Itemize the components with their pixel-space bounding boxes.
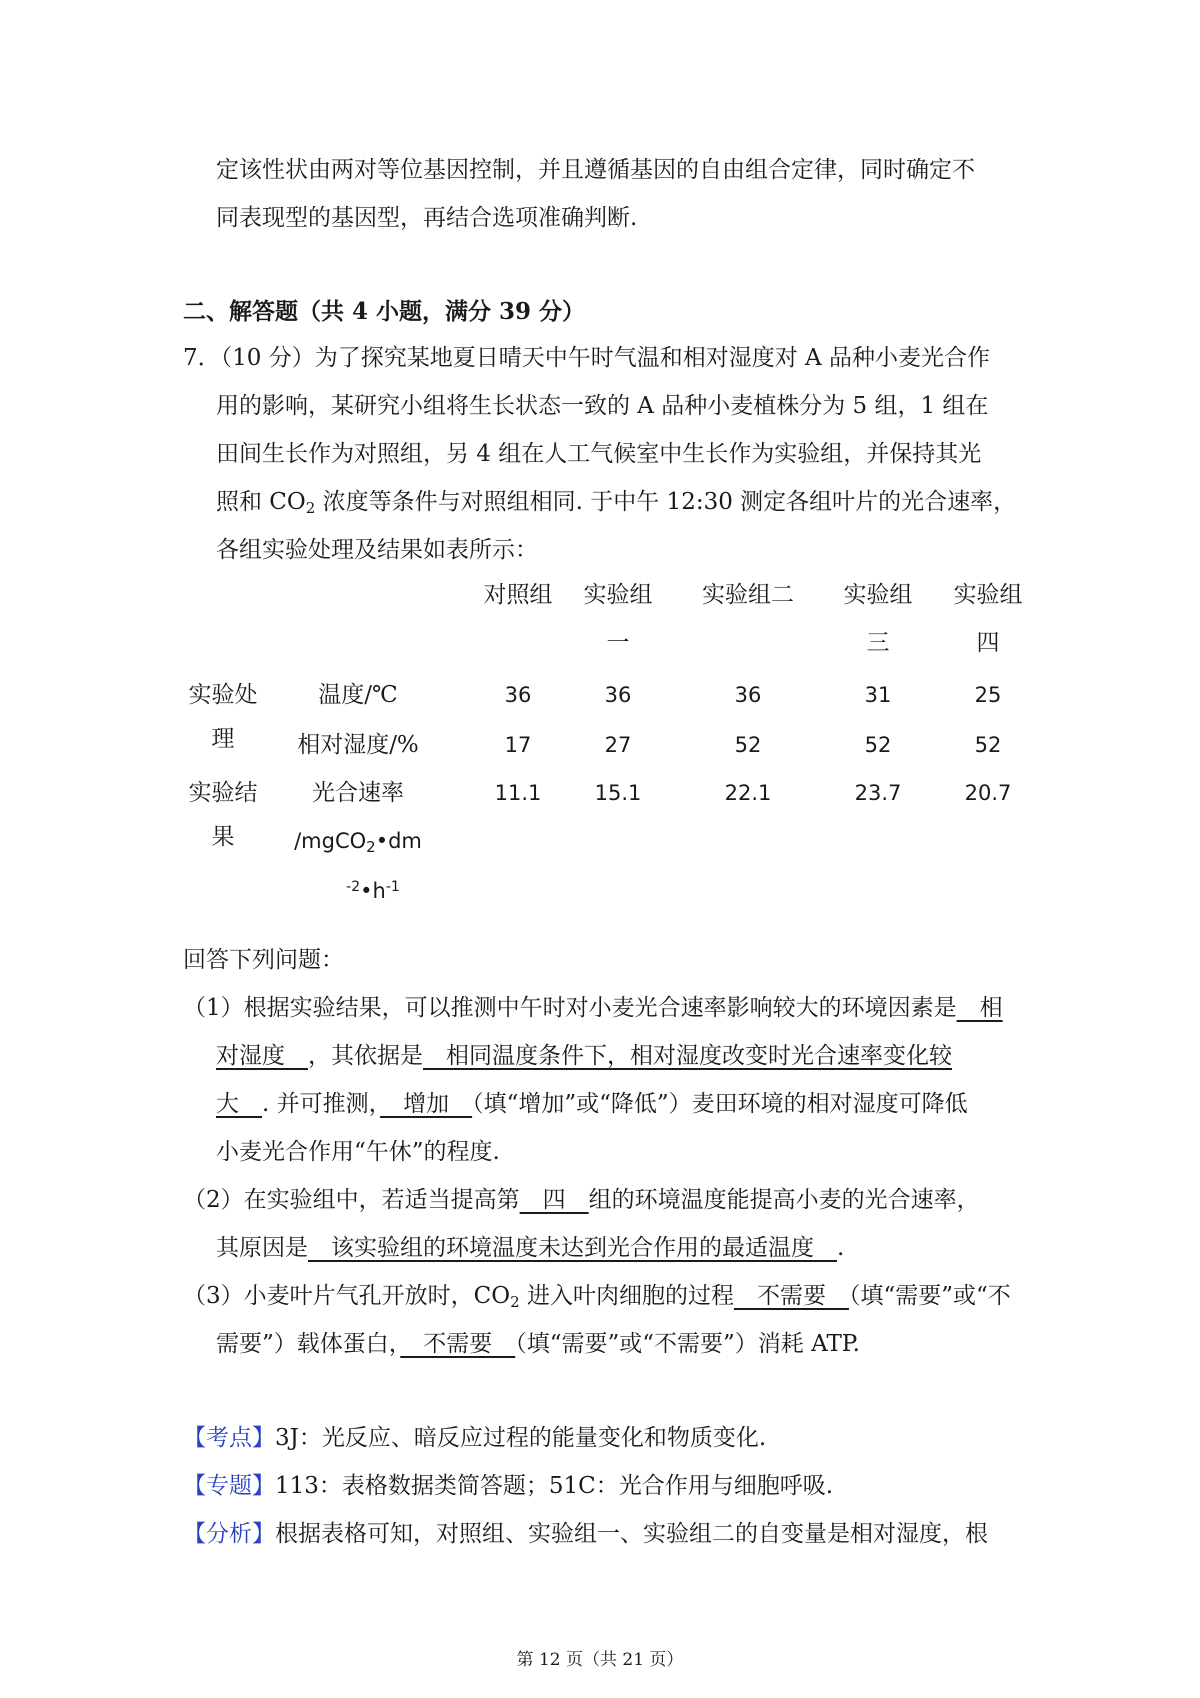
q2-answer-group: 四: [519, 1187, 589, 1213]
zhuanti-tag: 【专题】: [183, 1473, 275, 1499]
cell-rate-exp2: 22.1: [724, 781, 772, 805]
fenxi-tag: 【分析】: [183, 1521, 275, 1547]
q1-line-3: 大 . 并可推测， 增加 （填“增加”或“降低”）麦田环境的相对湿度可降低: [216, 1091, 968, 1117]
header-exp2: 实验组二: [702, 582, 794, 608]
kaodian-tag: 【考点】: [183, 1425, 275, 1451]
cell-rate-control: 11.1: [494, 781, 542, 805]
row-label-rate: 光合速率: [312, 780, 404, 806]
row-label-rate-unit-2: $^{-2}•h^{-1}$: [346, 879, 400, 903]
cell-temp-exp1: 36: [604, 683, 632, 707]
group-result: 实验结 果: [188, 780, 258, 850]
section-heading: 二、解答题（共 4 小题，满分 39 分）: [183, 298, 586, 325]
header-control: 对照组: [483, 582, 553, 608]
q2-line-2: 其原因是 该实验组的环境温度未达到光合作用的最适温度 .: [216, 1235, 845, 1261]
cell-humidity-control: 17: [504, 733, 532, 757]
q1-line-1: （1）根据实验结果，可以推测中午时对小麦光合速率影响较大的环境因素是 相: [183, 995, 1003, 1021]
question-line-2: 用的影响，某研究小组将生长状态一致的 A 品种小麦植株分为 5 组，1 组在: [216, 393, 989, 419]
q1-answer-basis-cont: 大: [216, 1091, 262, 1117]
intro-line-2: 同表现型的基因型，再结合选项准确判断.: [216, 205, 638, 231]
kaodian: 【考点】3J：光反应、暗反应过程的能量变化和物质变化.: [183, 1425, 767, 1451]
group-treatment: 实验处 理: [188, 682, 258, 752]
header-exp4: 实验组 四: [953, 582, 1023, 656]
cell-temp-exp2: 36: [734, 683, 762, 707]
cell-humidity-exp1: 27: [604, 733, 632, 757]
cell-humidity-exp3: 52: [864, 733, 892, 757]
q1-line-4: 小麦光合作用“午休”的程度.: [216, 1139, 500, 1165]
q3-answer-carrier: 不需要: [733, 1283, 849, 1309]
header-exp3: 实验组 三: [843, 582, 913, 656]
page-footer: 第 12 页（共 21 页）: [516, 1650, 684, 1670]
cell-humidity-exp2: 52: [734, 733, 762, 757]
row-label-humidity: 相对湿度/%: [297, 732, 419, 758]
q1-answer-direction: 增加: [380, 1091, 473, 1117]
cell-temp-exp4: 25: [974, 683, 1002, 707]
q2-answer-reason: 该实验组的环境温度未达到光合作用的最适温度: [308, 1235, 837, 1261]
cell-rate-exp1: 15.1: [594, 781, 642, 805]
q1-answer-factor-cont: 对湿度: [216, 1043, 308, 1069]
header-exp1: 实验组 一: [583, 582, 653, 656]
q1-answer-basis: 相同温度条件下，相对湿度改变时光合速率变化较: [423, 1043, 952, 1069]
intro-line-1: 定该性状由两对等位基因控制，并且遵循基因的自由组合定律，同时确定不: [216, 157, 975, 183]
q3-answer-atp: 不需要: [400, 1331, 516, 1357]
cell-rate-exp4: 20.7: [964, 781, 1012, 805]
cell-temp-exp3: 31: [864, 683, 892, 707]
row-label-temp: 温度/℃: [318, 682, 398, 708]
q1-answer-factor: 相: [956, 995, 1003, 1021]
answer-prompt: 回答下列问题：: [183, 947, 344, 973]
cell-humidity-exp4: 52: [974, 733, 1002, 757]
question-line-4: 照和 $CO_2$ 浓度等条件与对照组相同. 于中午 12:30 测定各组叶片的光合速率，: [216, 489, 1017, 517]
fenxi: 【分析】根据表格可知，对照组、实验组一、实验组二的自变量是相对湿度，根: [183, 1521, 988, 1547]
cell-temp-control: 36: [504, 683, 532, 707]
q3-line-1: （3）小麦叶片气孔开放时，$CO_2$ 进入叶肉细胞的过程 不需要 （填“需要”或“不: [183, 1283, 1011, 1311]
row-label-rate-unit: /mgCO$_2$•dm: [294, 829, 422, 856]
data-table: [183, 580, 1043, 920]
question-line-5: 各组实验处理及结果如表所示：: [216, 537, 538, 563]
q3-line-2: 需要”）载体蛋白， 不需要 （填“需要”或“不需要”）消耗 ATP.: [216, 1331, 860, 1357]
zhuanti: 【专题】113：表格数据类简答题；51C：光合作用与细胞呼吸.: [183, 1473, 834, 1499]
question-line-3: 田间生长作为对照组，另 4 组在人工气候室中生长作为实验组，并保持其光: [216, 441, 982, 467]
q1-line-2: 对湿度 ，其依据是 相同温度条件下，相对湿度改变时光合速率变化较: [216, 1043, 952, 1069]
cell-rate-exp3: 23.7: [854, 781, 902, 805]
q2-line-1: （2）在实验组中，若适当提高第 四 组的环境温度能提高小麦的光合速率，: [183, 1187, 980, 1213]
question-line-1: 7．（10 分）为了探究某地夏日晴天中午时气温和相对湿度对 A 品种小麦光合作: [183, 345, 990, 371]
